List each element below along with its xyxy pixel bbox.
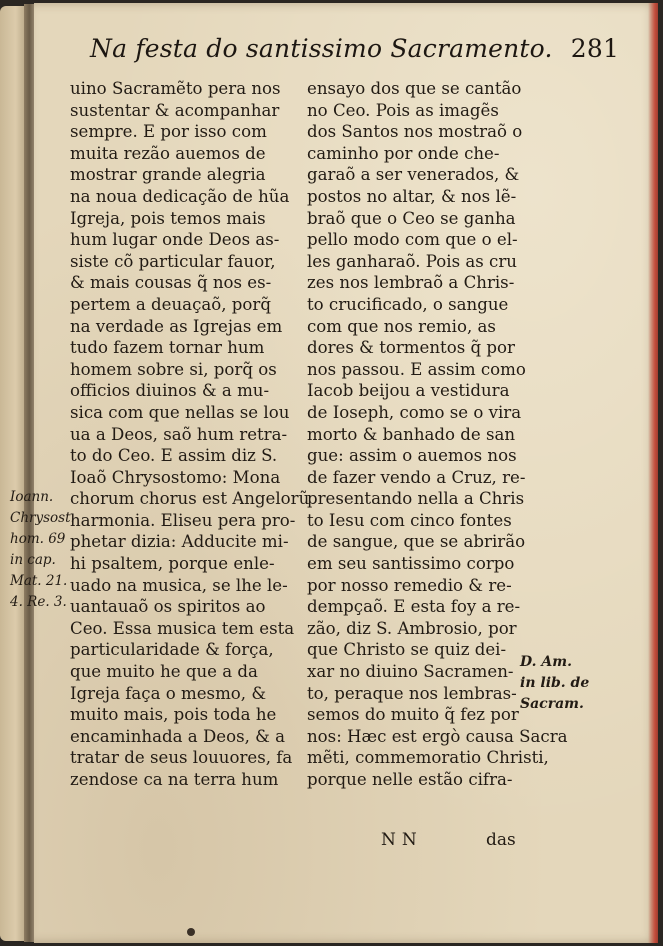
text-line: to Iesu com cinco fontes	[307, 510, 512, 530]
margin-line: in lib. de	[520, 675, 590, 691]
text-line: com que nos remio, as	[307, 316, 496, 336]
text-line: xar no diuino Sacramen-	[307, 662, 514, 682]
text-line: dores & tormentos q̃ por	[307, 338, 515, 358]
text-line: nos passou. E assim como	[307, 359, 526, 379]
text-line: siste cõ particular fauor,	[70, 251, 276, 271]
text-line: Ioaõ Chrysostomo: Mona	[70, 467, 281, 487]
text-line: Igreja faça o mesmo, &	[70, 683, 267, 703]
left-marginal-note	[10, 487, 75, 613]
text-line: to do Ceo. E assim diz S.	[70, 446, 278, 466]
margin-line: Sacram.	[520, 696, 584, 712]
text-line: braõ que o Ceo se ganha	[307, 208, 516, 228]
text-line: pello modo com que o el-	[307, 230, 518, 250]
margin-line: Ioann.	[10, 489, 54, 505]
running-header	[90, 34, 620, 63]
right-marginal-note	[520, 652, 589, 715]
text-line: de Ioseph, como se o vira	[307, 402, 522, 422]
text-line: particularidade & força,	[70, 640, 274, 660]
text-line: por nosso remedio & re-	[307, 575, 512, 595]
header-title: Na festa do santissimo Sacramento.	[90, 34, 553, 63]
text-line: Igreja, pois temos mais	[70, 208, 266, 228]
text-line: to crucificado, o sangue	[307, 294, 509, 314]
text-line: homem sobre si, porq̃ os	[70, 359, 277, 379]
text-line: mostrar grande alegria	[70, 165, 266, 185]
text-line: chorum chorus est Angelorũ	[70, 489, 310, 509]
text-line: tudo fazem tornar hum	[70, 338, 265, 358]
text-line: zendose ca na terra hum	[70, 770, 279, 789]
signature-mark: NN	[381, 830, 423, 850]
text-line: uantauaõ os spiritos ao	[70, 597, 266, 617]
text-line: presentando nella a Chris	[307, 489, 525, 509]
left-text-column	[70, 78, 309, 791]
text-line: sica com que nellas se lou	[70, 402, 290, 422]
text-line: garaõ a ser venerados, &	[307, 165, 520, 185]
margin-line: 4. Re. 3.	[10, 594, 67, 610]
catchword: das	[486, 830, 516, 850]
text-line: hi psaltem, porque enle-	[70, 554, 275, 574]
text-line: officios diuinos & a mu-	[70, 381, 270, 401]
text-line: Iacob beijou a vestidura	[307, 381, 510, 401]
text-line: gue: assim o auemos nos	[307, 446, 517, 466]
text-line: ua a Deos, saõ hum retra-	[70, 424, 288, 444]
text-line: em seu santissimo corpo	[307, 554, 515, 574]
text-line: uado na musica, se lhe le-	[70, 575, 288, 595]
text-line: que Christo se quiz dei-	[307, 640, 507, 660]
text-line: & mais cousas q̃ nos es-	[70, 273, 272, 293]
text-line: dos Santos nos mostraõ o	[307, 122, 523, 142]
binding-hole	[187, 928, 195, 936]
margin-line: Mat. 21.	[10, 573, 68, 589]
text-line: phetar dizia: Adducite mi-	[70, 532, 289, 552]
text-line: sustentar & acompanhar	[70, 100, 280, 120]
text-line: de fazer vendo a Cruz, re-	[307, 467, 526, 487]
text-line: na verdade as Igrejas em	[70, 316, 283, 336]
margin-line: Chrysost.	[10, 510, 75, 526]
page-number: 281	[570, 34, 620, 63]
margin-line: D. Am.	[520, 654, 572, 670]
text-line: harmonia. Eliseu pera pro-	[70, 510, 296, 530]
margin-line: hom. 69	[10, 531, 66, 547]
text-line: to, peraque nos lembras-	[307, 683, 517, 703]
text-line: morto & banhado de san	[307, 424, 516, 444]
facing-page-edge	[0, 6, 26, 941]
text-line: zão, diz S. Ambrosio, por	[307, 618, 517, 638]
text-line: dempçaõ. E esta foy a re-	[307, 597, 521, 617]
text-line: Ceo. Essa musica tem esta	[70, 618, 295, 638]
text-line: muito mais, pois toda he	[70, 705, 277, 725]
text-line: caminho por onde che-	[307, 143, 500, 163]
text-line: de sangue, que se abrirão	[307, 532, 526, 552]
text-line: na noua dedicação de hũa	[70, 186, 290, 206]
text-line: muita rezão auemos de	[70, 143, 266, 163]
text-line: encaminhada a Deos, & a	[70, 726, 286, 746]
margin-line: in cap.	[10, 552, 56, 568]
text-line: semos do muito q̃ fez por	[307, 705, 519, 725]
text-line: nos: Hæc est ergò causa Sacra	[307, 726, 568, 746]
text-line: tratar de seus louuores, fa	[70, 748, 293, 768]
text-line: zes nos lembraõ a Chris-	[307, 273, 515, 293]
text-line: porque nelle estão cifra-	[307, 770, 513, 789]
text-line: uino Sacramẽto pera nos	[70, 79, 281, 98]
text-line: ensayo dos que se cantão	[307, 79, 522, 98]
red-page-edge	[648, 3, 658, 943]
text-line: mẽti, commemoratio Christi,	[307, 748, 549, 768]
text-line: pertem a deuaçaõ, porq̃	[70, 294, 271, 314]
text-line: que muito he que a da	[70, 662, 258, 682]
text-line: les ganharaõ. Pois as cru	[307, 251, 517, 271]
text-line: sempre. E por isso com	[70, 122, 267, 142]
text-line: no Ceo. Pois as imagẽs	[307, 100, 499, 120]
text-line: postos no altar, & nos lẽ-	[307, 186, 517, 206]
text-line: hum lugar onde Deos as-	[70, 230, 280, 250]
